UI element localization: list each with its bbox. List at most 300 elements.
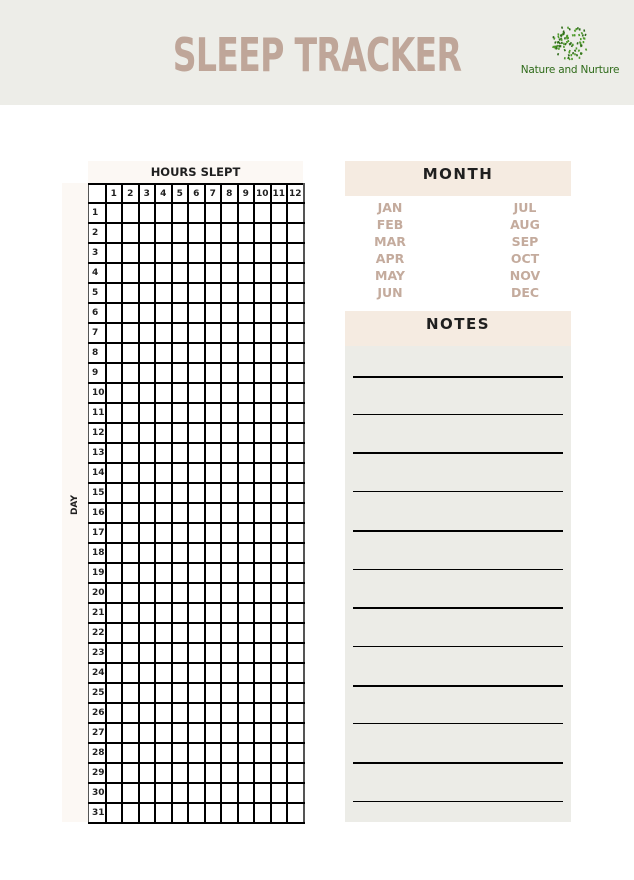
- sleep-cell[interactable]: [254, 503, 271, 523]
- sleep-cell[interactable]: [205, 223, 222, 243]
- sleep-cell[interactable]: [122, 503, 139, 523]
- sleep-cell[interactable]: [287, 523, 304, 543]
- month-option[interactable]: FEB: [376, 217, 404, 232]
- sleep-cell[interactable]: [155, 223, 172, 243]
- sleep-cell[interactable]: [106, 783, 123, 803]
- sleep-cell[interactable]: [139, 543, 156, 563]
- note-line[interactable]: [353, 414, 563, 415]
- sleep-cell[interactable]: [221, 403, 238, 423]
- sleep-cell[interactable]: [155, 303, 172, 323]
- sleep-cell[interactable]: [106, 323, 123, 343]
- sleep-cell[interactable]: [139, 363, 156, 383]
- sleep-cell[interactable]: [238, 763, 255, 783]
- sleep-cell[interactable]: [221, 263, 238, 283]
- sleep-cell[interactable]: [122, 783, 139, 803]
- sleep-cell[interactable]: [254, 403, 271, 423]
- sleep-cell[interactable]: [122, 403, 139, 423]
- sleep-cell[interactable]: [287, 603, 304, 623]
- sleep-cell[interactable]: [155, 603, 172, 623]
- sleep-cell[interactable]: [271, 283, 288, 303]
- sleep-cell[interactable]: [238, 543, 255, 563]
- sleep-cell[interactable]: [287, 563, 304, 583]
- sleep-cell[interactable]: [106, 203, 123, 223]
- sleep-cell[interactable]: [188, 543, 205, 563]
- sleep-cell[interactable]: [139, 383, 156, 403]
- sleep-cell[interactable]: [271, 603, 288, 623]
- sleep-cell[interactable]: [122, 603, 139, 623]
- sleep-cell[interactable]: [122, 383, 139, 403]
- sleep-cell[interactable]: [106, 483, 123, 503]
- sleep-cell[interactable]: [254, 703, 271, 723]
- sleep-cell[interactable]: [139, 603, 156, 623]
- sleep-cell[interactable]: [172, 483, 189, 503]
- sleep-cell[interactable]: [106, 503, 123, 523]
- sleep-cell[interactable]: [221, 463, 238, 483]
- sleep-cell[interactable]: [254, 643, 271, 663]
- sleep-cell[interactable]: [172, 563, 189, 583]
- sleep-cell[interactable]: [122, 263, 139, 283]
- sleep-cell[interactable]: [221, 683, 238, 703]
- sleep-cell[interactable]: [188, 203, 205, 223]
- sleep-cell[interactable]: [254, 363, 271, 383]
- sleep-cell[interactable]: [254, 583, 271, 603]
- sleep-cell[interactable]: [254, 443, 271, 463]
- sleep-cell[interactable]: [106, 383, 123, 403]
- sleep-cell[interactable]: [122, 723, 139, 743]
- month-option[interactable]: MAY: [375, 268, 405, 283]
- sleep-cell[interactable]: [188, 243, 205, 263]
- sleep-cell[interactable]: [287, 223, 304, 243]
- sleep-cell[interactable]: [122, 463, 139, 483]
- sleep-cell[interactable]: [122, 763, 139, 783]
- sleep-cell[interactable]: [172, 703, 189, 723]
- sleep-cell[interactable]: [122, 343, 139, 363]
- sleep-cell[interactable]: [205, 503, 222, 523]
- sleep-cell[interactable]: [205, 523, 222, 543]
- sleep-cell[interactable]: [139, 723, 156, 743]
- sleep-cell[interactable]: [155, 763, 172, 783]
- sleep-cell[interactable]: [106, 523, 123, 543]
- sleep-cell[interactable]: [238, 263, 255, 283]
- sleep-cell[interactable]: [205, 483, 222, 503]
- sleep-cell[interactable]: [122, 663, 139, 683]
- sleep-cell[interactable]: [139, 783, 156, 803]
- sleep-cell[interactable]: [172, 223, 189, 243]
- sleep-cell[interactable]: [287, 303, 304, 323]
- sleep-cell[interactable]: [155, 423, 172, 443]
- sleep-cell[interactable]: [205, 403, 222, 423]
- sleep-cell[interactable]: [188, 803, 205, 823]
- sleep-cell[interactable]: [172, 243, 189, 263]
- sleep-cell[interactable]: [155, 203, 172, 223]
- sleep-cell[interactable]: [139, 683, 156, 703]
- sleep-cell[interactable]: [106, 443, 123, 463]
- sleep-cell[interactable]: [188, 423, 205, 443]
- sleep-cell[interactable]: [122, 303, 139, 323]
- sleep-cell[interactable]: [271, 543, 288, 563]
- sleep-cell[interactable]: [122, 323, 139, 343]
- sleep-cell[interactable]: [254, 603, 271, 623]
- sleep-cell[interactable]: [106, 403, 123, 423]
- month-option[interactable]: SEP: [511, 234, 539, 249]
- sleep-cell[interactable]: [221, 483, 238, 503]
- sleep-cell[interactable]: [238, 623, 255, 643]
- sleep-cell[interactable]: [188, 263, 205, 283]
- sleep-cell[interactable]: [238, 303, 255, 323]
- note-line[interactable]: [353, 685, 563, 687]
- sleep-cell[interactable]: [155, 743, 172, 763]
- sleep-cell[interactable]: [122, 803, 139, 823]
- sleep-cell[interactable]: [271, 623, 288, 643]
- sleep-cell[interactable]: [139, 283, 156, 303]
- sleep-cell[interactable]: [254, 783, 271, 803]
- sleep-cell[interactable]: [172, 743, 189, 763]
- sleep-cell[interactable]: [271, 323, 288, 343]
- sleep-cell[interactable]: [139, 563, 156, 583]
- sleep-cell[interactable]: [221, 663, 238, 683]
- sleep-cell[interactable]: [254, 323, 271, 343]
- sleep-cell[interactable]: [155, 723, 172, 743]
- sleep-cell[interactable]: [106, 743, 123, 763]
- sleep-cell[interactable]: [155, 323, 172, 343]
- sleep-cell[interactable]: [106, 583, 123, 603]
- sleep-cell[interactable]: [139, 263, 156, 283]
- sleep-cell[interactable]: [139, 743, 156, 763]
- sleep-cell[interactable]: [271, 343, 288, 363]
- sleep-cell[interactable]: [205, 543, 222, 563]
- sleep-cell[interactable]: [271, 783, 288, 803]
- sleep-cell[interactable]: [139, 763, 156, 783]
- sleep-cell[interactable]: [188, 483, 205, 503]
- sleep-cell[interactable]: [139, 203, 156, 223]
- sleep-cell[interactable]: [271, 363, 288, 383]
- month-option[interactable]: AUG: [510, 217, 540, 232]
- sleep-cell[interactable]: [205, 423, 222, 443]
- sleep-cell[interactable]: [139, 483, 156, 503]
- sleep-cell[interactable]: [139, 803, 156, 823]
- sleep-cell[interactable]: [287, 403, 304, 423]
- sleep-cell[interactable]: [122, 683, 139, 703]
- sleep-cell[interactable]: [238, 483, 255, 503]
- sleep-cell[interactable]: [188, 403, 205, 423]
- sleep-cell[interactable]: [205, 583, 222, 603]
- month-option[interactable]: JUL: [513, 200, 537, 215]
- sleep-cell[interactable]: [238, 423, 255, 443]
- sleep-cell[interactable]: [155, 383, 172, 403]
- sleep-cell[interactable]: [188, 743, 205, 763]
- sleep-cell[interactable]: [106, 763, 123, 783]
- sleep-cell[interactable]: [106, 463, 123, 483]
- sleep-cell[interactable]: [205, 323, 222, 343]
- sleep-cell[interactable]: [254, 383, 271, 403]
- sleep-cell[interactable]: [205, 383, 222, 403]
- sleep-cell[interactable]: [188, 383, 205, 403]
- sleep-cell[interactable]: [221, 603, 238, 623]
- sleep-cell[interactable]: [238, 383, 255, 403]
- sleep-cell[interactable]: [188, 463, 205, 483]
- sleep-cell[interactable]: [271, 383, 288, 403]
- sleep-cell[interactable]: [271, 743, 288, 763]
- sleep-cell[interactable]: [155, 563, 172, 583]
- month-option[interactable]: MAR: [374, 234, 406, 249]
- sleep-cell[interactable]: [188, 663, 205, 683]
- sleep-cell[interactable]: [238, 583, 255, 603]
- sleep-cell[interactable]: [205, 443, 222, 463]
- sleep-cell[interactable]: [287, 283, 304, 303]
- sleep-cell[interactable]: [238, 323, 255, 343]
- sleep-cell[interactable]: [287, 643, 304, 663]
- sleep-cell[interactable]: [238, 283, 255, 303]
- sleep-cell[interactable]: [254, 663, 271, 683]
- sleep-cell[interactable]: [139, 703, 156, 723]
- sleep-cell[interactable]: [254, 343, 271, 363]
- sleep-cell[interactable]: [221, 723, 238, 743]
- sleep-cell[interactable]: [271, 303, 288, 323]
- sleep-cell[interactable]: [271, 643, 288, 663]
- sleep-cell[interactable]: [106, 683, 123, 703]
- sleep-cell[interactable]: [139, 303, 156, 323]
- sleep-cell[interactable]: [271, 223, 288, 243]
- sleep-cell[interactable]: [188, 583, 205, 603]
- sleep-cell[interactable]: [271, 663, 288, 683]
- sleep-cell[interactable]: [122, 243, 139, 263]
- sleep-cell[interactable]: [188, 643, 205, 663]
- sleep-cell[interactable]: [221, 623, 238, 643]
- sleep-cell[interactable]: [287, 543, 304, 563]
- note-line[interactable]: [353, 530, 563, 532]
- sleep-cell[interactable]: [188, 563, 205, 583]
- sleep-cell[interactable]: [271, 443, 288, 463]
- sleep-cell[interactable]: [254, 623, 271, 643]
- sleep-cell[interactable]: [254, 463, 271, 483]
- sleep-cell[interactable]: [238, 723, 255, 743]
- sleep-cell[interactable]: [254, 283, 271, 303]
- sleep-cell[interactable]: [106, 363, 123, 383]
- sleep-cell[interactable]: [188, 603, 205, 623]
- sleep-cell[interactable]: [287, 203, 304, 223]
- sleep-cell[interactable]: [254, 423, 271, 443]
- sleep-cell[interactable]: [205, 263, 222, 283]
- sleep-cell[interactable]: [155, 403, 172, 423]
- sleep-cell[interactable]: [238, 503, 255, 523]
- sleep-cell[interactable]: [205, 603, 222, 623]
- sleep-cell[interactable]: [188, 783, 205, 803]
- sleep-cell[interactable]: [139, 523, 156, 543]
- sleep-cell[interactable]: [139, 463, 156, 483]
- sleep-cell[interactable]: [221, 363, 238, 383]
- sleep-cell[interactable]: [172, 723, 189, 743]
- sleep-cell[interactable]: [254, 763, 271, 783]
- sleep-cell[interactable]: [106, 663, 123, 683]
- sleep-cell[interactable]: [172, 583, 189, 603]
- sleep-cell[interactable]: [238, 443, 255, 463]
- sleep-cell[interactable]: [221, 383, 238, 403]
- sleep-cell[interactable]: [122, 483, 139, 503]
- sleep-cell[interactable]: [155, 643, 172, 663]
- sleep-cell[interactable]: [271, 243, 288, 263]
- sleep-cell[interactable]: [139, 223, 156, 243]
- sleep-cell[interactable]: [205, 563, 222, 583]
- note-line[interactable]: [353, 376, 563, 378]
- sleep-cell[interactable]: [221, 643, 238, 663]
- sleep-cell[interactable]: [271, 763, 288, 783]
- sleep-cell[interactable]: [221, 803, 238, 823]
- sleep-cell[interactable]: [238, 523, 255, 543]
- sleep-cell[interactable]: [188, 363, 205, 383]
- month-option[interactable]: JAN: [377, 200, 403, 215]
- sleep-cell[interactable]: [205, 363, 222, 383]
- sleep-cell[interactable]: [188, 523, 205, 543]
- sleep-cell[interactable]: [172, 803, 189, 823]
- sleep-cell[interactable]: [139, 663, 156, 683]
- sleep-cell[interactable]: [172, 423, 189, 443]
- sleep-cell[interactable]: [238, 783, 255, 803]
- sleep-cell[interactable]: [287, 383, 304, 403]
- sleep-cell[interactable]: [172, 523, 189, 543]
- sleep-cell[interactable]: [106, 303, 123, 323]
- sleep-cell[interactable]: [221, 563, 238, 583]
- sleep-cell[interactable]: [139, 323, 156, 343]
- sleep-cell[interactable]: [271, 563, 288, 583]
- sleep-cell[interactable]: [271, 523, 288, 543]
- sleep-cell[interactable]: [254, 483, 271, 503]
- sleep-cell[interactable]: [205, 643, 222, 663]
- sleep-cell[interactable]: [287, 683, 304, 703]
- note-line[interactable]: [353, 801, 563, 802]
- sleep-cell[interactable]: [122, 623, 139, 643]
- sleep-cell[interactable]: [221, 303, 238, 323]
- sleep-cell[interactable]: [172, 783, 189, 803]
- sleep-cell[interactable]: [122, 563, 139, 583]
- sleep-cell[interactable]: [271, 583, 288, 603]
- sleep-cell[interactable]: [205, 203, 222, 223]
- sleep-cell[interactable]: [221, 323, 238, 343]
- sleep-cell[interactable]: [238, 743, 255, 763]
- note-line[interactable]: [353, 646, 563, 647]
- sleep-cell[interactable]: [205, 463, 222, 483]
- sleep-cell[interactable]: [254, 203, 271, 223]
- sleep-cell[interactable]: [139, 503, 156, 523]
- sleep-cell[interactable]: [172, 683, 189, 703]
- sleep-cell[interactable]: [205, 723, 222, 743]
- sleep-cell[interactable]: [155, 263, 172, 283]
- sleep-cell[interactable]: [172, 503, 189, 523]
- sleep-cell[interactable]: [122, 363, 139, 383]
- sleep-cell[interactable]: [155, 623, 172, 643]
- sleep-cell[interactable]: [122, 583, 139, 603]
- sleep-cell[interactable]: [205, 243, 222, 263]
- sleep-cell[interactable]: [287, 763, 304, 783]
- sleep-cell[interactable]: [188, 323, 205, 343]
- sleep-cell[interactable]: [172, 403, 189, 423]
- sleep-cell[interactable]: [172, 543, 189, 563]
- note-line[interactable]: [353, 491, 563, 492]
- sleep-cell[interactable]: [254, 523, 271, 543]
- sleep-cell[interactable]: [221, 783, 238, 803]
- sleep-cell[interactable]: [271, 463, 288, 483]
- sleep-cell[interactable]: [172, 283, 189, 303]
- sleep-cell[interactable]: [155, 543, 172, 563]
- sleep-cell[interactable]: [287, 703, 304, 723]
- sleep-cell[interactable]: [271, 203, 288, 223]
- sleep-cell[interactable]: [238, 363, 255, 383]
- sleep-cell[interactable]: [287, 483, 304, 503]
- sleep-cell[interactable]: [106, 283, 123, 303]
- sleep-cell[interactable]: [287, 243, 304, 263]
- sleep-cell[interactable]: [155, 243, 172, 263]
- sleep-cell[interactable]: [287, 443, 304, 463]
- sleep-cell[interactable]: [254, 723, 271, 743]
- note-line[interactable]: [353, 452, 563, 454]
- sleep-cell[interactable]: [287, 623, 304, 643]
- sleep-cell[interactable]: [139, 623, 156, 643]
- sleep-cell[interactable]: [172, 443, 189, 463]
- sleep-cell[interactable]: [172, 603, 189, 623]
- sleep-cell[interactable]: [271, 723, 288, 743]
- sleep-cell[interactable]: [205, 303, 222, 323]
- sleep-cell[interactable]: [205, 743, 222, 763]
- sleep-cell[interactable]: [287, 263, 304, 283]
- sleep-cell[interactable]: [122, 743, 139, 763]
- sleep-cell[interactable]: [205, 803, 222, 823]
- sleep-cell[interactable]: [106, 263, 123, 283]
- sleep-cell[interactable]: [254, 223, 271, 243]
- sleep-cell[interactable]: [205, 683, 222, 703]
- sleep-cell[interactable]: [106, 643, 123, 663]
- sleep-cell[interactable]: [287, 803, 304, 823]
- sleep-cell[interactable]: [287, 423, 304, 443]
- sleep-cell[interactable]: [172, 663, 189, 683]
- sleep-cell[interactable]: [172, 363, 189, 383]
- sleep-cell[interactable]: [205, 283, 222, 303]
- sleep-cell[interactable]: [271, 803, 288, 823]
- sleep-cell[interactable]: [188, 723, 205, 743]
- sleep-cell[interactable]: [287, 663, 304, 683]
- sleep-cell[interactable]: [106, 623, 123, 643]
- month-option[interactable]: DEC: [510, 285, 540, 300]
- sleep-cell[interactable]: [122, 443, 139, 463]
- sleep-cell[interactable]: [155, 783, 172, 803]
- sleep-cell[interactable]: [221, 503, 238, 523]
- sleep-cell[interactable]: [287, 723, 304, 743]
- sleep-cell[interactable]: [238, 683, 255, 703]
- sleep-cell[interactable]: [139, 243, 156, 263]
- sleep-cell[interactable]: [188, 303, 205, 323]
- sleep-cell[interactable]: [271, 683, 288, 703]
- sleep-cell[interactable]: [122, 223, 139, 243]
- month-option[interactable]: NOV: [509, 268, 541, 283]
- sleep-cell[interactable]: [155, 363, 172, 383]
- sleep-cell[interactable]: [139, 443, 156, 463]
- sleep-cell[interactable]: [155, 663, 172, 683]
- sleep-cell[interactable]: [238, 563, 255, 583]
- sleep-cell[interactable]: [106, 543, 123, 563]
- sleep-cell[interactable]: [155, 583, 172, 603]
- sleep-cell[interactable]: [188, 223, 205, 243]
- sleep-cell[interactable]: [221, 703, 238, 723]
- sleep-cell[interactable]: [155, 703, 172, 723]
- sleep-cell[interactable]: [155, 283, 172, 303]
- sleep-cell[interactable]: [106, 243, 123, 263]
- sleep-cell[interactable]: [221, 743, 238, 763]
- sleep-cell[interactable]: [106, 803, 123, 823]
- sleep-cell[interactable]: [221, 443, 238, 463]
- sleep-cell[interactable]: [271, 403, 288, 423]
- sleep-cell[interactable]: [122, 523, 139, 543]
- sleep-cell[interactable]: [106, 703, 123, 723]
- sleep-cell[interactable]: [172, 763, 189, 783]
- sleep-cell[interactable]: [238, 243, 255, 263]
